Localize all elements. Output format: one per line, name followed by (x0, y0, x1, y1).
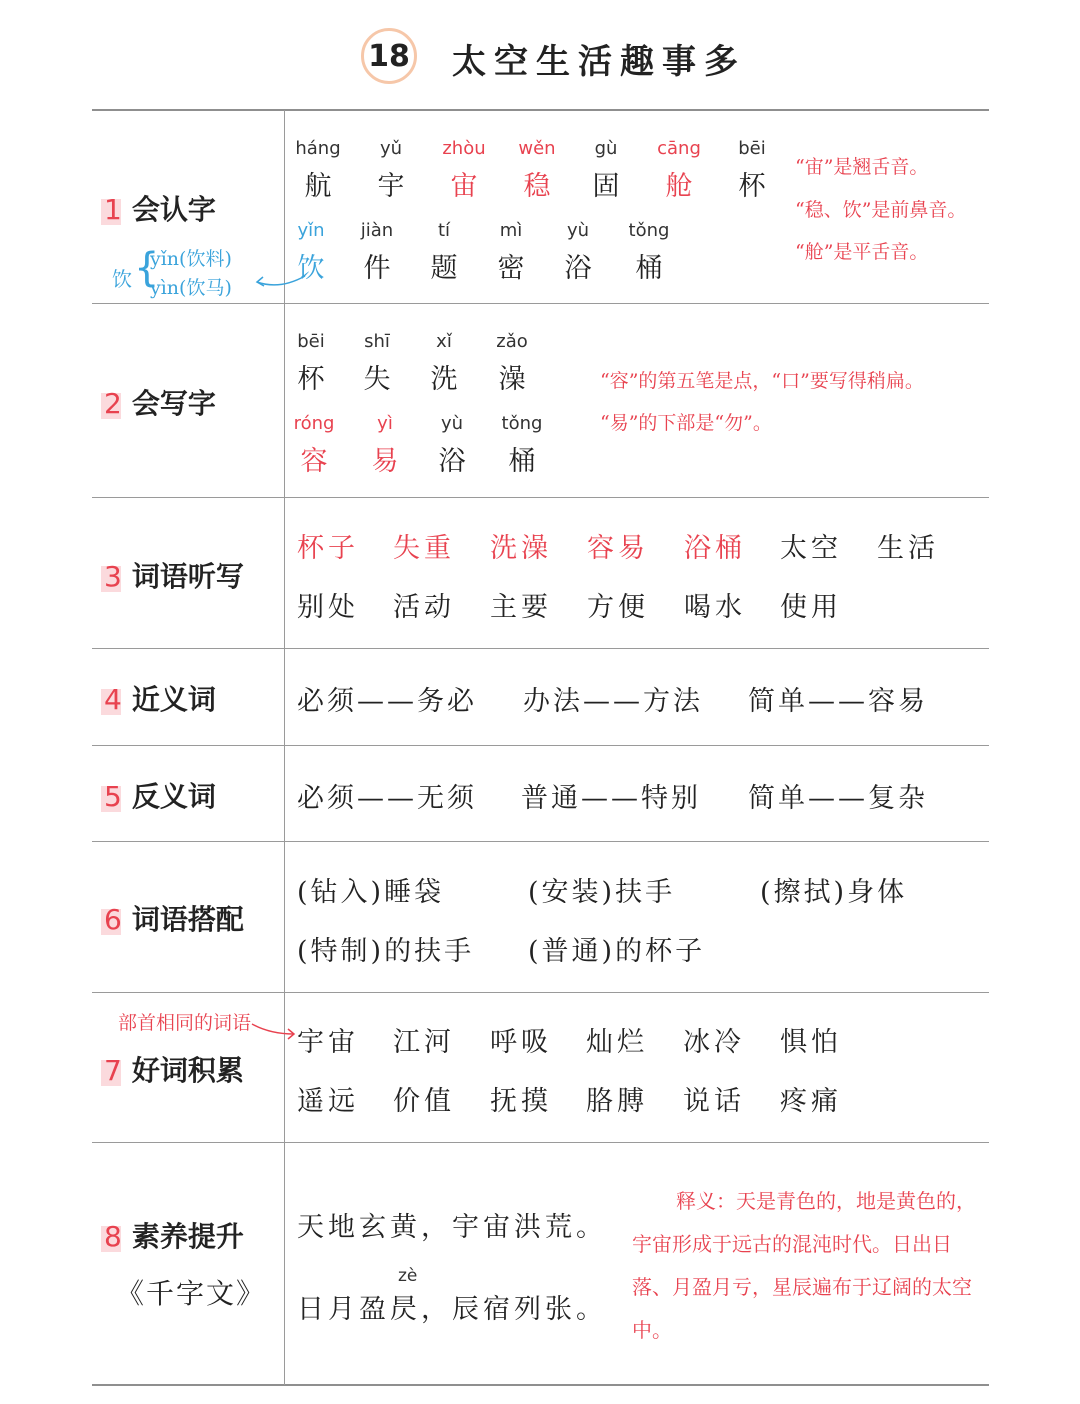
word-item: 疼痛 (780, 1086, 842, 1117)
collocation-item: (安装)扶手 (528, 877, 676, 908)
word-item: 宇宙 (297, 1027, 359, 1058)
synonym-pair: 必须——务必 (297, 686, 477, 717)
writing-note: “易”的下部是“勿”。 (600, 412, 772, 434)
section-6-label: 6 词语搭配 (104, 903, 244, 936)
collocation-item: (擦拭)身体 (760, 877, 908, 908)
word-item: 使用 (780, 592, 842, 623)
synonym-pair: 简单——容易 (748, 686, 928, 717)
char-item: wěn 稳 (518, 138, 556, 202)
char-item: jiàn 件 (360, 220, 394, 284)
collocation-item: (普通)的杯子 (528, 936, 706, 967)
char-item: zǎo 澡 (496, 331, 528, 395)
word-item: 太空 (780, 533, 842, 564)
word-item: 杯子 (297, 533, 359, 564)
word-item: 遥远 (297, 1086, 359, 1117)
antonym-pair: 简单——复杂 (748, 783, 928, 814)
word-item: 方便 (587, 592, 649, 623)
char-item: yì 易 (371, 413, 399, 477)
char-item: tǒng 桶 (628, 220, 670, 284)
divider (92, 303, 989, 304)
word-item: 主要 (490, 592, 552, 623)
word-item: 洗澡 (490, 533, 552, 564)
lesson-title: 太空生活趣事多 (452, 42, 746, 82)
word-item: 呼吸 (490, 1027, 552, 1058)
polyphone-reading: yìn(饮马) (150, 277, 232, 299)
char-item: mì 密 (497, 220, 525, 284)
char-item: yù 浴 (438, 413, 466, 477)
char-item: xǐ 洗 (430, 331, 458, 395)
char-item: yǐn 饮 (297, 220, 325, 284)
section-5-label: 5 反义词 (104, 780, 216, 813)
pinyin-annotation: zè (398, 1266, 418, 1286)
char-item: cāng 舱 (657, 138, 701, 202)
word-item: 浴桶 (684, 533, 746, 564)
word-item: 别处 (297, 592, 359, 623)
synonym-pair: 办法——方法 (523, 686, 703, 717)
section-7-note: 部首相同的词语 (118, 1012, 252, 1034)
char-item: bēi 杯 (297, 331, 325, 395)
collocation-item: (钻入)睡袋 (297, 877, 445, 908)
char-item: tí 题 (430, 220, 458, 284)
char-item: yù 浴 (564, 220, 592, 284)
section-3-label: 3 词语听写 (104, 560, 244, 593)
divider (92, 1142, 989, 1143)
column-divider (284, 110, 285, 1385)
char-item: tǒng 桶 (501, 413, 543, 477)
poem-line: 天地玄黄，宇宙洪荒。 (297, 1212, 607, 1243)
explanation-note: 释义：天是青色的，地是黄色的，宇宙形成于远古的混沌时代。日出日落、月盈月亏，星辰遍布于辽阔的太空中。 (632, 1189, 976, 1342)
lesson-number-badge: 18 (361, 28, 417, 84)
pronunciation-note: “舱”是平舌音。 (795, 241, 929, 263)
writing-note: “容”的第五笔是点，“口”要写得稍扁。 (600, 370, 924, 392)
word-item: 惧怕 (780, 1027, 842, 1058)
polyphone-char: 饮 (112, 267, 132, 291)
word-item: 活动 (393, 592, 455, 623)
divider (92, 109, 989, 111)
antonym-pair: 普通——特别 (521, 783, 701, 814)
divider (92, 992, 989, 993)
brace-icon: { (134, 245, 160, 291)
word-item: 胳膊 (586, 1086, 648, 1117)
poem-line: 日月盈昃，辰宿列张。 (297, 1294, 607, 1325)
word-item: 说话 (683, 1086, 745, 1117)
word-item: 容易 (587, 533, 649, 564)
collocation-item: (特制)的扶手 (297, 936, 475, 967)
antonym-pair: 必须——无须 (297, 783, 477, 814)
char-item: bēi 杯 (738, 138, 766, 202)
word-item: 灿烂 (586, 1027, 648, 1058)
section-4-label: 4 近义词 (104, 683, 216, 716)
page-header (0, 0, 1080, 110)
divider (92, 648, 989, 649)
arrow-icon (255, 262, 315, 292)
word-item: 冰冷 (683, 1027, 745, 1058)
arrow-icon (250, 1020, 300, 1044)
char-item: yǔ 宇 (377, 138, 405, 202)
word-item: 江河 (393, 1027, 455, 1058)
divider (92, 497, 989, 498)
section-8-label: 8 素养提升 (104, 1220, 244, 1253)
word-item: 失重 (393, 533, 455, 564)
char-item: zhòu 宙 (442, 138, 486, 202)
char-item: shī 失 (363, 331, 391, 395)
divider (92, 745, 989, 746)
word-item: 抚摸 (490, 1086, 552, 1117)
source-title: 《千字文》 (116, 1277, 267, 1310)
pronunciation-note: “稳、饮”是前鼻音。 (795, 199, 967, 221)
word-item: 价值 (393, 1086, 455, 1117)
pronunciation-note: “宙”是翘舌音。 (795, 156, 929, 178)
char-item: háng 航 (295, 138, 341, 202)
char-item: róng 容 (293, 413, 335, 477)
char-item: gù 固 (592, 138, 620, 202)
polyphone-reading: yǐn(饮料) (150, 248, 232, 270)
word-item: 喝水 (684, 592, 746, 623)
divider (92, 1384, 989, 1386)
section-1-label: 1 会认字 (104, 193, 216, 226)
divider (92, 841, 989, 842)
section-2-label: 2 会写字 (104, 387, 216, 420)
word-item: 生活 (877, 533, 939, 564)
section-7-label: 7 好词积累 (104, 1054, 244, 1087)
